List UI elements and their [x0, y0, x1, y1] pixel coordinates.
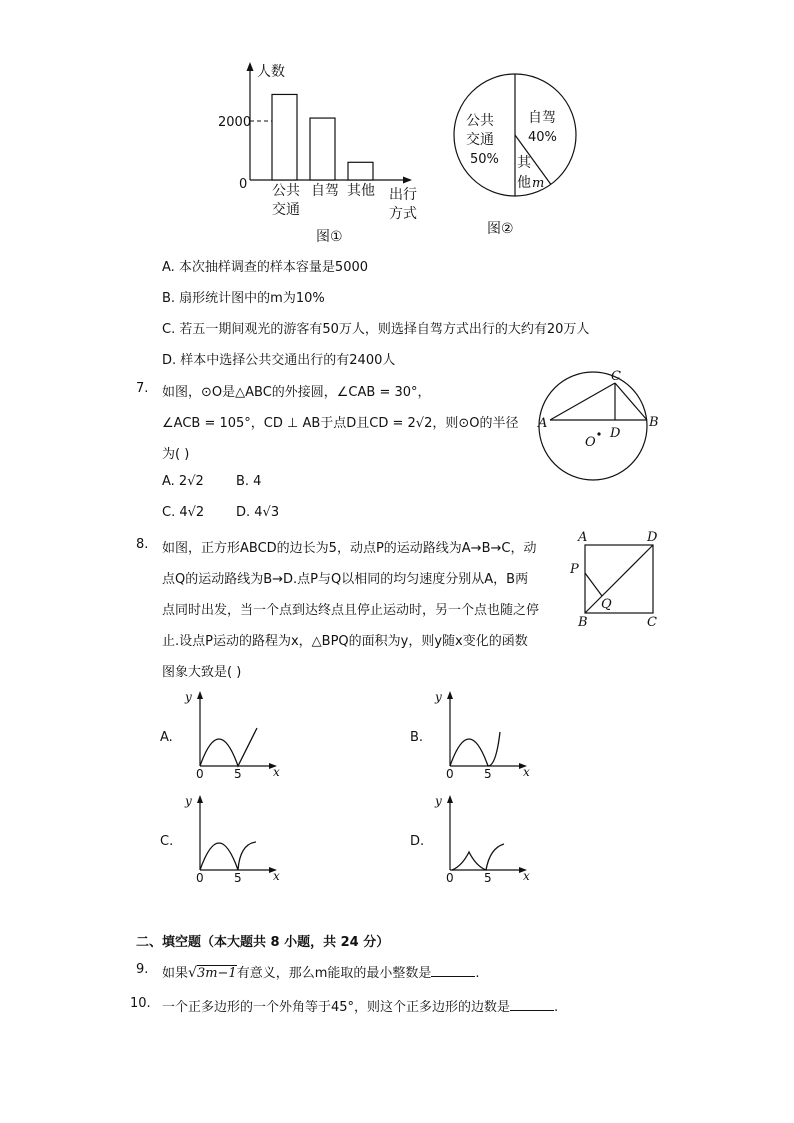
- slice-label: 40%: [528, 130, 557, 145]
- point-label: Q: [601, 597, 612, 612]
- slice-label: 自驾: [528, 110, 556, 126]
- svg-text:0: 0: [196, 767, 204, 778]
- option-label: A.: [160, 730, 173, 745]
- q10-number: 10.: [130, 996, 151, 1011]
- slice-label: 其: [517, 155, 531, 171]
- svg-text:x: x: [273, 765, 280, 778]
- q7-number: 7.: [136, 381, 149, 396]
- q9-end: .: [475, 966, 480, 981]
- category-label: 自驾: [311, 183, 339, 199]
- svg-text:x: x: [523, 765, 530, 778]
- point-label: O: [585, 435, 596, 450]
- q8-line2: 点Q的运动路线为B→D.点P与Q以相同的均匀速度分别从A，B两: [162, 572, 529, 587]
- slice-label: 交通: [466, 132, 494, 148]
- svg-text:5: 5: [484, 767, 492, 778]
- q7-option-c: C. 4√2: [162, 505, 205, 520]
- q8-graph-b: [410, 688, 540, 778]
- q9-number: 9.: [136, 962, 149, 977]
- figure-caption: 图①: [316, 229, 343, 245]
- q6-option-b: B. 扇形统计图中的m为10%: [162, 291, 325, 306]
- q8-graph-d: [410, 792, 540, 882]
- q7-circle-figure: [530, 370, 670, 490]
- q7-option-d: D. 4√3: [236, 505, 280, 520]
- slice-label: 公共: [466, 113, 494, 129]
- q7-option-a: A. 2√2: [162, 474, 204, 489]
- point-label: A: [578, 530, 588, 545]
- slice-label: 50%: [470, 152, 499, 167]
- curve: [200, 842, 256, 870]
- function-graph-d: [430, 792, 540, 882]
- point-label: C: [611, 370, 621, 384]
- q6-option-a: A. 本次抽样调查的样本容量是5000: [162, 260, 369, 275]
- option-label: B.: [410, 730, 424, 745]
- tick-2000: 2000: [218, 115, 252, 130]
- center-point: [597, 432, 600, 435]
- circumcircle: [539, 372, 647, 480]
- pie-chart-fig2: [0, 0, 794, 250]
- q8-line4: 止.设点P运动的路程为x，△BPQ的面积为y，则y随x变化的函数: [162, 634, 528, 649]
- diagonal-bd: [585, 545, 653, 613]
- svg-text:y: y: [185, 794, 192, 808]
- answer-blank[interactable]: [510, 998, 554, 1011]
- category-label: 其他: [347, 183, 375, 199]
- q10-body: 一个正多边形的一个外角等于45°，则这个正多边形的边数是: [162, 1000, 511, 1015]
- svg-text:x: x: [273, 869, 280, 882]
- q8-line3: 点同时出发，当一个点到达终点且停止运动时，另一个点也随之停: [162, 603, 540, 618]
- q8-square-figure: [565, 528, 665, 628]
- svg-text:5: 5: [484, 871, 492, 882]
- curve: [450, 732, 500, 766]
- curve: [200, 728, 257, 766]
- x-axis-label: 出行: [389, 187, 417, 203]
- q7-line3: 为( ): [162, 447, 190, 462]
- option-label: C.: [160, 834, 174, 849]
- function-graph-c: [180, 792, 290, 882]
- figure-caption: 图②: [487, 221, 514, 237]
- curve: [452, 844, 504, 870]
- slice-label: m: [532, 176, 545, 191]
- q8-line5: 图象大致是( ): [162, 665, 242, 680]
- svg-text:x: x: [523, 869, 530, 882]
- point-label: C: [647, 615, 657, 628]
- slice-label: 他: [517, 175, 531, 191]
- svg-text:y: y: [435, 794, 442, 808]
- segment-ac: [550, 383, 615, 420]
- category-label: 公共: [272, 183, 300, 199]
- q7-option-b: B. 4: [236, 474, 262, 489]
- q7-line1: 如图，⊙O是△ABC的外接圆，∠CAB = 30°，: [162, 385, 431, 400]
- q8-graph-a: [160, 688, 290, 778]
- q8-number: 8.: [136, 537, 149, 552]
- q8-graph-c: [160, 792, 290, 882]
- svg-text:0: 0: [446, 871, 454, 882]
- category-label: 交通: [272, 202, 300, 218]
- svg-text:y: y: [435, 690, 442, 704]
- point-label: B: [578, 615, 588, 628]
- svg-text:0: 0: [446, 767, 454, 778]
- q9-radicand: 3m−1: [196, 966, 237, 981]
- q9-pre: 如果: [162, 966, 189, 981]
- svg-text:0: 0: [196, 871, 204, 882]
- q6-option-c: C. 若五一期间观光的游客有50万人，则选择自驾方式出行的大约有20万人: [162, 322, 590, 337]
- point-label: A: [538, 416, 548, 431]
- point-label: B: [649, 415, 659, 430]
- segment-pq: [585, 573, 602, 596]
- point-label: D: [610, 426, 621, 441]
- segment-bc: [615, 383, 647, 420]
- svg-text:5: 5: [234, 767, 242, 778]
- point-label: D: [647, 530, 658, 545]
- q8-line1: 如图，正方形ABCD的边长为5，动点P的运动路线为A→B→C，动: [162, 541, 537, 556]
- y-axis-label: 人数: [257, 64, 285, 80]
- sqrt-sign: √: [188, 965, 197, 981]
- q10-text: [162, 996, 558, 1015]
- q9-post: 有意义，那么m能取的最小整数是: [236, 966, 432, 981]
- answer-blank[interactable]: [431, 964, 475, 977]
- option-label: D.: [410, 834, 425, 849]
- svg-text:y: y: [185, 690, 192, 704]
- x-axis-label: 方式: [389, 206, 417, 222]
- svg-text:5: 5: [234, 871, 242, 882]
- tick-0: 0: [239, 177, 248, 192]
- q7-line2: ∠ACB = 105°，CD ⊥ AB于点D且CD = 2√2，则⊙O的半径: [162, 416, 519, 431]
- function-graph-b: [430, 688, 540, 778]
- q9-text: [162, 962, 480, 981]
- function-graph-a: [180, 688, 290, 778]
- q6-option-d: D. 样本中选择公共交通出行的有2400人: [162, 353, 396, 368]
- point-label: P: [570, 562, 579, 577]
- section-heading: 二、填空题（本大题共 8 小题，共 24 分）: [136, 935, 390, 950]
- q10-end: .: [554, 1000, 559, 1015]
